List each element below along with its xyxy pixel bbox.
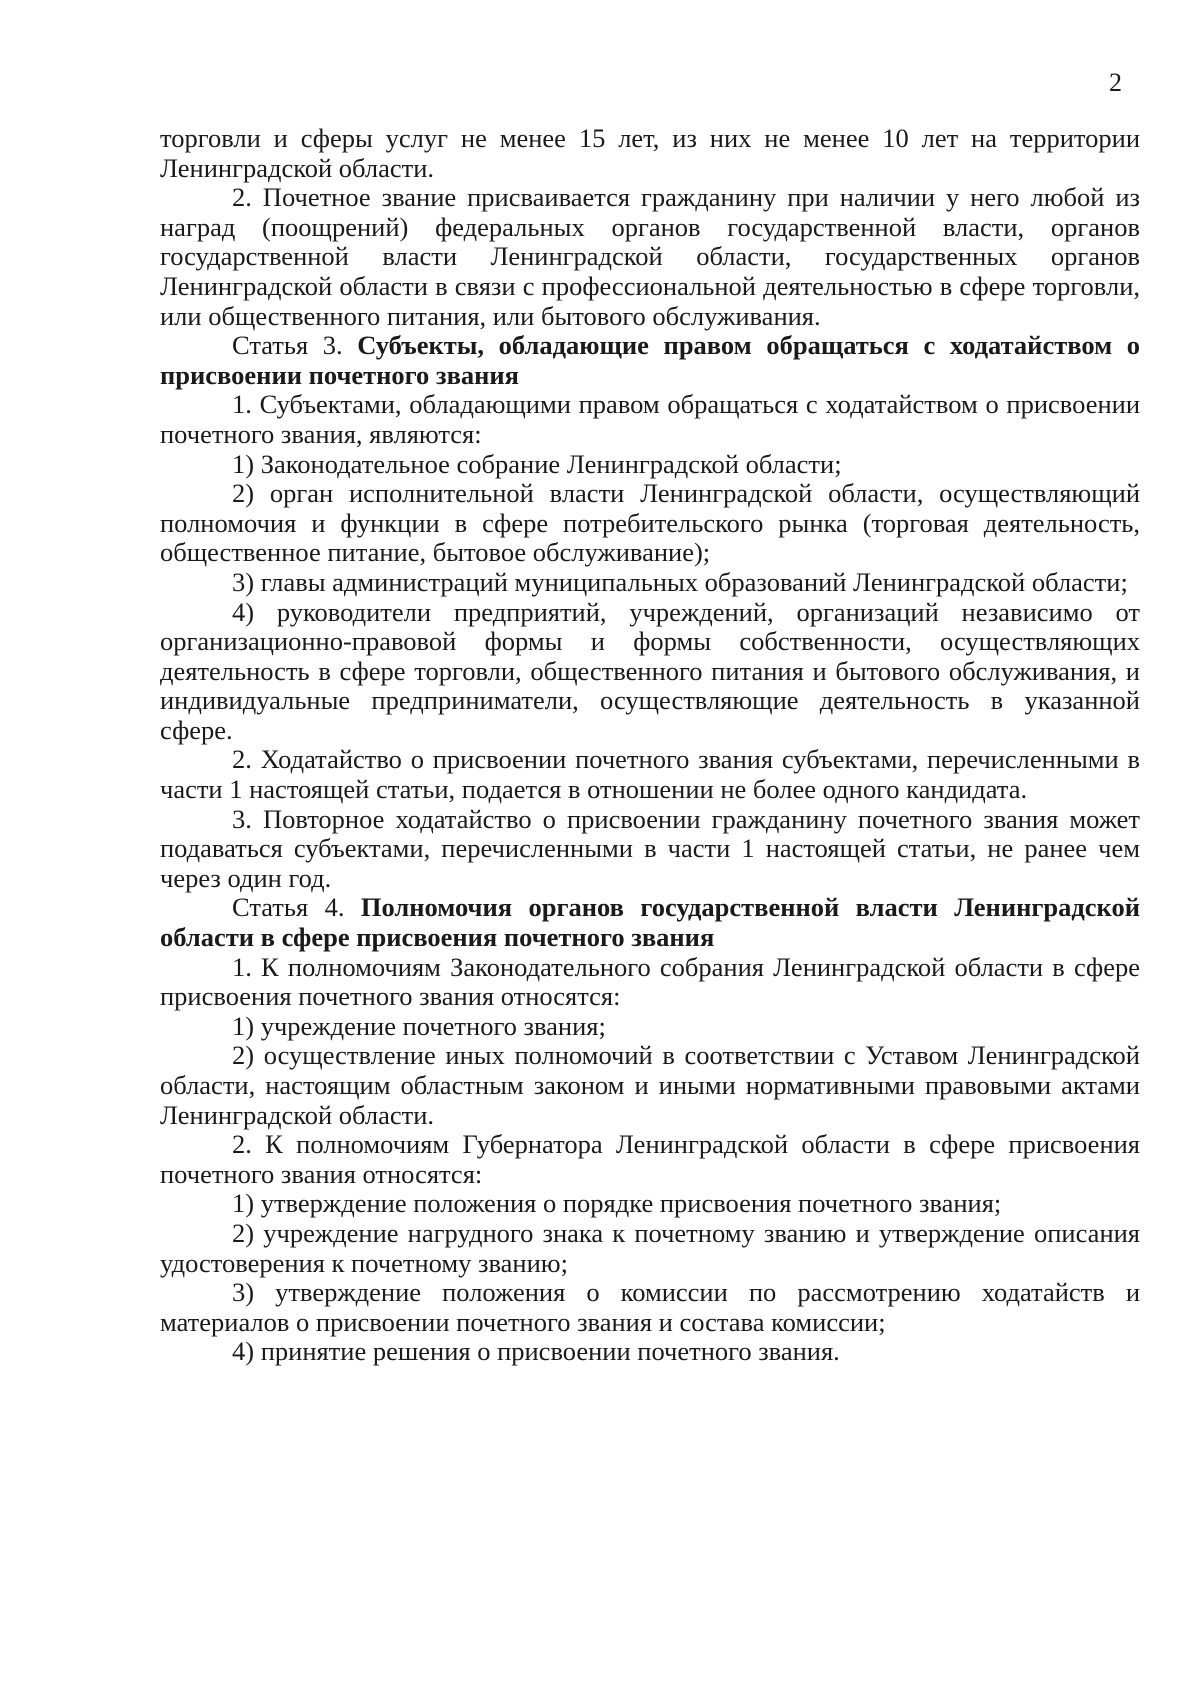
page-number: 2 [1109,68,1122,97]
list-item: 2) осуществление иных полномочий в соответствии с Уставом Ленинградской области, настоящим областным законом и иными нормативными правовыми актами Ленинградской области. [160,1040,1140,1130]
article-title: Субъекты, обладающие правом обращаться с ходатайством о присвоении почетного звания [160,330,1141,390]
paragraph: 3. Повторное ходатайство о присвоении гражданину почетного звания может подаваться субъектами, перечисленными в части 1 настоящей статьи, не ранее чем через один год. [160,803,1140,893]
article-3-heading [160,331,1140,390]
list-item: 3) утверждение положения о комиссии по рассмотрению ходатайств и материалов о присвоении почетного звания и состава комиссии; [160,1277,1140,1337]
list-item: 4) принятие решения о присвоении почетного звания. [232,1336,840,1367]
paragraph: 1. Субъектами, обладающими правом обращаться с ходатайством о присвоении почетного звания, являются: [160,389,1140,449]
article-4-heading [160,893,1140,952]
paragraph: 2. Ходатайство о присвоении почетного звания субъектами, перечисленными в части 1 настоящей статьи, подается в отношении не более одного кандидата. [160,744,1140,805]
list-item: 4) руководители предприятий, учреждений, организаций независимо от организационно-правовой формы и формы собственности, осуществляющих деятельность в сфере торговли, общественного питания и бытового обслуживания, и индивидуальные предприниматели, осуществляющие деятельность в указанной сфере. [160,596,1140,745]
list-item: 1) Законодательное собрание Ленинградской области; [232,448,842,479]
document-body [160,124,1140,1367]
paragraph: 2. К полномочиям Губернатора Ленинградской области в сфере присвоения почетного звания относятся: [160,1129,1140,1189]
list-item: 1) учреждение почетного звания; [232,1010,606,1041]
article-title: Полномочия органов государственной власти Ленинградской области в сфере присвоения почетного звания [160,892,1140,953]
article-label: Статья 4. [232,892,345,923]
paragraph: 1. К полномочиям Законодательного собрания Ленинградской области в сфере присвоения почетного звания относятся: [160,951,1140,1012]
list-item: 3) главы администраций муниципальных образований Ленинградской области; [232,566,1128,597]
article-label: Статья 3. [232,330,343,361]
list-item: 2) учреждение нагрудного знака к почетному званию и утверждение описания удостоверения к почетному званию; [160,1217,1140,1278]
list-item: 1) утверждение положения о порядке присвоения почетного звания; [232,1188,1002,1219]
paragraph-continuation: торговли и сферы услуг не менее 15 лет, из них не менее 10 лет на территории Ленинградской области. [160,123,1140,183]
paragraph: 2. Почетное звание присваивается гражданину при наличии у него любой из наград (поощрений) федеральных органов государственной власти, органов государственной власти Ленинградской области, государственных органов Ленинградской области в связи с профессиональной деятельностью в сфере торговли, или общественного питания, или бытового обслуживания. [160,182,1140,331]
list-item: 2) орган исполнительной власти Ленинградской области, осуществляющий полномочия и функции в сфере потребительского рынка (торговая деятельность, общественное питание, бытовое обслуживание); [160,478,1140,568]
